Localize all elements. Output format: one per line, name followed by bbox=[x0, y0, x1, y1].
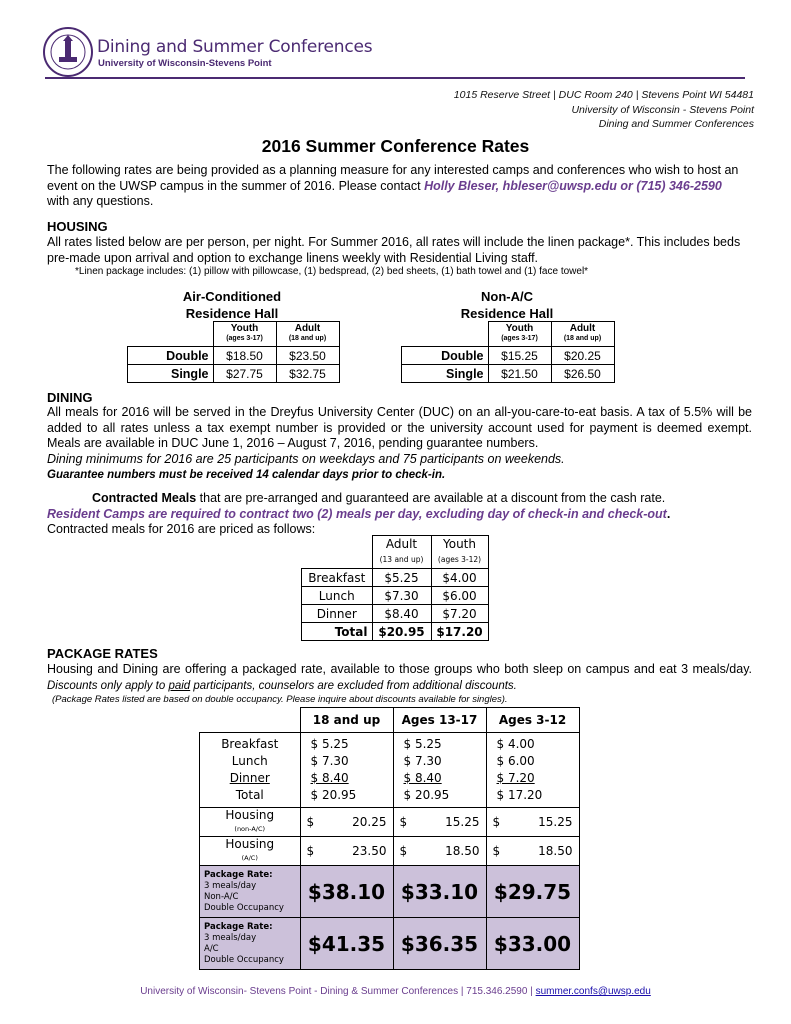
cell-value: $27.75 bbox=[213, 365, 276, 383]
cell-value: $ 23.50 bbox=[300, 837, 393, 866]
linen-note: *Linen package includes: (1) pillow with pillowcase, (1) bedspread, (2) bed sheets, (1) bath towel and (1) face towel* bbox=[75, 266, 589, 277]
housing-paragraph: All rates listed below are per person, per night. For Summer 2016, all rates will include the linen package*. This includes beds pre-made upon arrival and option to exchange linens weekly with Residential Living staff. bbox=[47, 235, 741, 265]
contracted-meals-paragraph bbox=[47, 491, 752, 507]
meals-row bbox=[200, 733, 580, 808]
table-row bbox=[128, 365, 340, 383]
meals-col-2: $ 5.25 $ 7.30 $ 8.40 $ 20.95 bbox=[393, 733, 486, 808]
header-divider bbox=[45, 77, 745, 79]
ac-title-line1: Air-Conditioned bbox=[182, 289, 282, 304]
cell-value: $ 18.50 bbox=[393, 837, 486, 866]
cell-value: $5.25 bbox=[372, 569, 431, 587]
address-line: 1015 Reserve Street | DUC Room 240 | Stevens Point WI 54481 bbox=[453, 89, 754, 101]
nonac-rates-table bbox=[401, 321, 615, 383]
housing-nonac-row bbox=[200, 808, 580, 837]
ac-hall-title bbox=[172, 288, 292, 322]
nonac-hall-title bbox=[447, 288, 567, 322]
cell-value: $ 18.50 bbox=[486, 837, 579, 866]
row-label: Double bbox=[402, 347, 489, 365]
intro-paragraph bbox=[47, 163, 752, 210]
contact-details[interactable]: , hbleser@uwsp.edu or (715) 346-2590 bbox=[495, 178, 722, 193]
table-row bbox=[302, 587, 489, 605]
meal-youth-header: Youth (ages 3-12) bbox=[431, 536, 488, 569]
package-ac-row bbox=[200, 918, 580, 970]
brand-subtitle: University of Wisconsin-Stevens Point bbox=[98, 58, 272, 69]
university-seal-logo bbox=[43, 27, 93, 77]
cell-value: $15.25 bbox=[488, 347, 551, 365]
row-label: Housing (non-A/C) bbox=[200, 808, 301, 837]
footer-email-link[interactable]: summer.confs@uwsp.edu bbox=[535, 986, 651, 997]
package-rate-value: $33.00 bbox=[486, 918, 579, 970]
cell-value: $21.50 bbox=[488, 365, 551, 383]
package-ac-label: Package Rate: 3 meals/day A/C Double Occupancy bbox=[200, 918, 301, 970]
cell-value: $17.20 bbox=[431, 623, 488, 641]
cell-value: $7.20 bbox=[431, 605, 488, 623]
table-row bbox=[402, 347, 615, 365]
package-nonac-row bbox=[200, 866, 580, 918]
guarantee-note: Guarantee numbers must be received 14 calendar days prior to check-in. bbox=[47, 469, 446, 481]
row-label: Housing (A/C) bbox=[200, 837, 301, 866]
cell-value: $20.95 bbox=[372, 623, 431, 641]
ac-rates-table bbox=[127, 321, 340, 383]
cell-value: $32.75 bbox=[276, 365, 339, 383]
package-rate-value: $36.35 bbox=[393, 918, 486, 970]
intro-text: The following rates are being provided as a planning measure for any interested camps and conferences who wish to host an event on the UWSP campus in the summer of 2016. Please contact bbox=[47, 163, 739, 193]
package-heading: PACKAGE RATES bbox=[47, 646, 158, 661]
resident-camps-note: Resident Camps are required to contract two (2) meals per day, excluding day of check-in and check-out bbox=[47, 507, 667, 521]
meal-adult-header: Adult (13 and up) bbox=[372, 536, 431, 569]
intro-text-end: with any questions. bbox=[47, 194, 154, 208]
ac-title-line2: Residence Hall bbox=[185, 306, 279, 321]
brand-title: Dining and Summer Conferences bbox=[97, 37, 373, 57]
cell-value: $ 15.25 bbox=[393, 808, 486, 837]
meals-col-3: $ 4.00 $ 6.00 $ 7.20 $ 17.20 bbox=[486, 733, 579, 808]
footer bbox=[0, 986, 791, 997]
row-label: Total bbox=[302, 623, 373, 641]
col-header: Ages 13-17 bbox=[393, 708, 486, 733]
row-label: Single bbox=[402, 365, 489, 383]
row-label: Double bbox=[128, 347, 214, 365]
cell-value: $20.25 bbox=[551, 347, 614, 365]
cell-value: $6.00 bbox=[431, 587, 488, 605]
total-row bbox=[302, 623, 489, 641]
col-header: 18 and up bbox=[300, 708, 393, 733]
dining-heading: DINING bbox=[47, 390, 93, 405]
package-rate-value: $29.75 bbox=[486, 866, 579, 918]
nonac-youth-header: Youth (ages 3-17) bbox=[488, 322, 551, 347]
nonac-title-line1: Non-A/C bbox=[481, 289, 533, 304]
cell-value: $4.00 bbox=[431, 569, 488, 587]
footer-text: University of Wisconsin- Stevens Point - Dining & Summer Conferences | 715.346.2590 | bbox=[140, 986, 536, 997]
ac-adult-header: Adult (18 and up) bbox=[276, 322, 339, 347]
page-title: 2016 Summer Conference Rates bbox=[261, 136, 530, 156]
cell-value: $ 20.25 bbox=[300, 808, 393, 837]
col-header: Ages 3-12 bbox=[486, 708, 579, 733]
contracted-priced-text: Contracted meals for 2016 are priced as follows: bbox=[47, 522, 316, 536]
resident-camps-line: Resident Camps are required to contract two (2) meals per day, excluding day of check-in and check-out. bbox=[47, 507, 671, 521]
cell-value: $23.50 bbox=[276, 347, 339, 365]
nonac-adult-header: Adult (18 and up) bbox=[551, 322, 614, 347]
contact-name[interactable]: Holly Bleser bbox=[424, 178, 496, 193]
cell-value: $ 15.25 bbox=[486, 808, 579, 837]
cell-value: $18.50 bbox=[213, 347, 276, 365]
package-paragraph: Housing and Dining are offering a packaged rate, available to those groups who both sleep on campus and eat 3 meals/day. Discounts only apply to paid participants, counselors are excluded from additional discounts. bbox=[47, 662, 752, 692]
address-line: University of Wisconsin - Stevens Point bbox=[571, 103, 754, 116]
contracted-text: that are pre-arranged and guaranteed are available at a discount from the cash rate. bbox=[196, 491, 666, 505]
ac-youth-header: Youth (ages 3-17) bbox=[213, 322, 276, 347]
package-rates-table bbox=[199, 707, 580, 970]
dining-minimums: Dining minimums for 2016 are 25 participants on weekdays and 75 participants on weekends. bbox=[47, 452, 565, 466]
package-rate-value: $38.10 bbox=[300, 866, 393, 918]
cell-value: $26.50 bbox=[551, 365, 614, 383]
contracted-meals-label: Contracted Meals bbox=[92, 491, 197, 505]
package-nonac-label: Package Rate: 3 meals/day Non-A/C Double Occupancy bbox=[200, 866, 301, 918]
housing-ac-row bbox=[200, 837, 580, 866]
table-row bbox=[128, 347, 340, 365]
table-row bbox=[402, 365, 615, 383]
row-label: Lunch bbox=[302, 587, 373, 605]
table-row bbox=[302, 605, 489, 623]
nonac-title-line2: Residence Hall bbox=[460, 306, 554, 321]
meals-col-1: $ 5.25 $ 7.30 $ 8.40 $ 20.95 bbox=[300, 733, 393, 808]
cell-value: $8.40 bbox=[372, 605, 431, 623]
cell-value: $7.30 bbox=[372, 587, 431, 605]
row-label: Single bbox=[128, 365, 214, 383]
housing-heading: HOUSING bbox=[47, 219, 108, 234]
address-block bbox=[454, 88, 754, 132]
meal-prices-table bbox=[301, 535, 489, 641]
dining-paragraph: All meals for 2016 will be served in the Dreyfus University Center (DUC) on an all-you-care-to-eat basis. A tax of 5.5% will be added to all rates unless a tax exempt number is provided or the university account used for payment is deemed exempt. Meals are available in DUC June 1, 2016 – August 7, 2016, pending guarantee numbers. bbox=[47, 405, 752, 450]
row-label: Breakfast bbox=[302, 569, 373, 587]
package-note: (Package Rates listed are based on double occupancy. Please inquire about discounts available for singles). bbox=[52, 694, 508, 705]
package-rate-value: $41.35 bbox=[300, 918, 393, 970]
package-rate-value: $33.10 bbox=[393, 866, 486, 918]
table-row bbox=[302, 569, 489, 587]
address-line: Dining and Summer Conferences bbox=[598, 118, 754, 130]
meal-labels: Breakfast Lunch Dinner Total bbox=[200, 733, 301, 808]
row-label: Dinner bbox=[302, 605, 373, 623]
